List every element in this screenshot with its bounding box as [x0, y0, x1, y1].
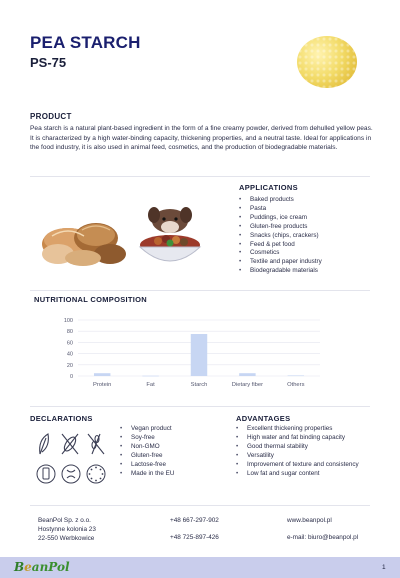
product-title: PEA STARCH — [30, 33, 141, 52]
bar-protein — [94, 373, 110, 376]
declarations-list — [120, 425, 174, 478]
list-item: • Textile and paper industry — [239, 258, 322, 267]
list-item: • Baked products — [239, 196, 322, 205]
non-gmo-icon — [62, 465, 80, 483]
lactose-free-icon — [37, 465, 55, 483]
pea-starch-photo — [297, 36, 357, 88]
nutrition-bar-chart — [30, 312, 330, 392]
applications-heading: APPLICATIONS — [239, 183, 298, 192]
list-item: • Good thermal stability — [236, 443, 386, 452]
advantages-list — [236, 425, 386, 478]
address-line-2: 22-550 Werbkowice — [38, 534, 95, 542]
baked-goods-photo — [38, 210, 128, 268]
nutrition-heading: NUTRITIONAL COMPOSITION — [34, 295, 148, 304]
list-item: • Snacks (chips, crackers) — [239, 232, 322, 241]
list-item: • Improvement of texture and consistency — [236, 461, 386, 470]
y-tick-label: 80 — [66, 329, 73, 336]
y-tick-label: 20 — [66, 362, 73, 369]
list-item: • Soy-free — [120, 434, 174, 443]
list-item: • Non-GMO — [120, 443, 174, 452]
x-tick-label: Protein — [93, 382, 112, 388]
company-name: BeanPol Sp. z o.o. — [38, 517, 91, 524]
bar-dietary-fiber — [239, 373, 255, 376]
list-item: • Low fat and sugar content — [236, 470, 386, 479]
list-item: • Puddings, ice cream — [239, 214, 322, 223]
list-item: • Feed & pet food — [239, 241, 322, 250]
soy-free-icon — [62, 434, 78, 454]
y-tick-label: 100 — [63, 318, 73, 324]
divider — [30, 290, 370, 291]
declaration-icons — [34, 430, 108, 486]
company-address — [38, 517, 96, 543]
x-tick-label: Dietary fiber — [231, 382, 264, 388]
pet-food-photo — [130, 205, 210, 273]
page-number: 1 — [382, 564, 386, 571]
vegan-leaf-icon — [40, 434, 49, 454]
x-tick-label: Fat — [146, 382, 155, 388]
product-code: PS-75 — [30, 55, 67, 70]
address-line-1: Hostynne kolonia 23 — [38, 525, 96, 533]
bar-others — [288, 375, 304, 376]
advantages-heading: ADVANTAGES — [236, 414, 291, 423]
bar-starch — [191, 334, 207, 376]
list-item: • Lactose-free — [120, 461, 174, 470]
list-item: • Gluten-free products — [239, 223, 322, 232]
website-link[interactable]: www.beanpol.pl — [287, 517, 332, 524]
email-link[interactable]: e-mail: biuro@beanpol.pl — [287, 534, 359, 541]
divider — [30, 406, 370, 407]
bar-fat — [142, 376, 158, 377]
list-item: • Versatility — [236, 452, 386, 461]
list-item: • Vegan product — [120, 425, 174, 434]
list-item: • Biodegradable materials — [239, 267, 322, 276]
list-item: • Made in the EU — [120, 470, 174, 479]
gluten-free-wheat-icon — [88, 434, 104, 454]
list-item: • Excellent thickening properties — [236, 425, 386, 434]
phone-1[interactable]: +48 667-297-902 — [170, 517, 219, 524]
made-in-eu-icon — [87, 465, 105, 483]
y-tick-label: 0 — [69, 374, 73, 380]
phone-2[interactable]: +48 725-897-426 — [170, 534, 219, 541]
divider — [30, 505, 370, 506]
declarations-heading: DECLARATIONS — [30, 414, 93, 423]
product-heading: PRODUCT — [30, 112, 72, 121]
y-tick-label: 60 — [66, 340, 73, 347]
product-description: Pea starch is a natural plant-based ingredient in the form of a fine creamy powder, derived from dehulled yellow peas. It is characterized by a high water-binding capacity, thickening properties, and a neutral taste. Ideal for applications in the food industry, it is also used in animal feed, cosmetics, and the production of biodegradable materials. — [30, 125, 373, 152]
list-item: • Gluten-free — [120, 452, 174, 461]
applications-list — [239, 196, 322, 276]
list-item: • Cosmetics — [239, 249, 322, 258]
divider — [30, 176, 370, 177]
list-item: • Pasta — [239, 205, 322, 214]
x-tick-label: Starch — [190, 382, 208, 388]
list-item: • High water and fat binding capacity — [236, 434, 386, 443]
y-tick-label: 40 — [66, 351, 73, 358]
brand-logo: BeanPol — [14, 560, 70, 574]
x-tick-label: Others — [287, 382, 305, 388]
